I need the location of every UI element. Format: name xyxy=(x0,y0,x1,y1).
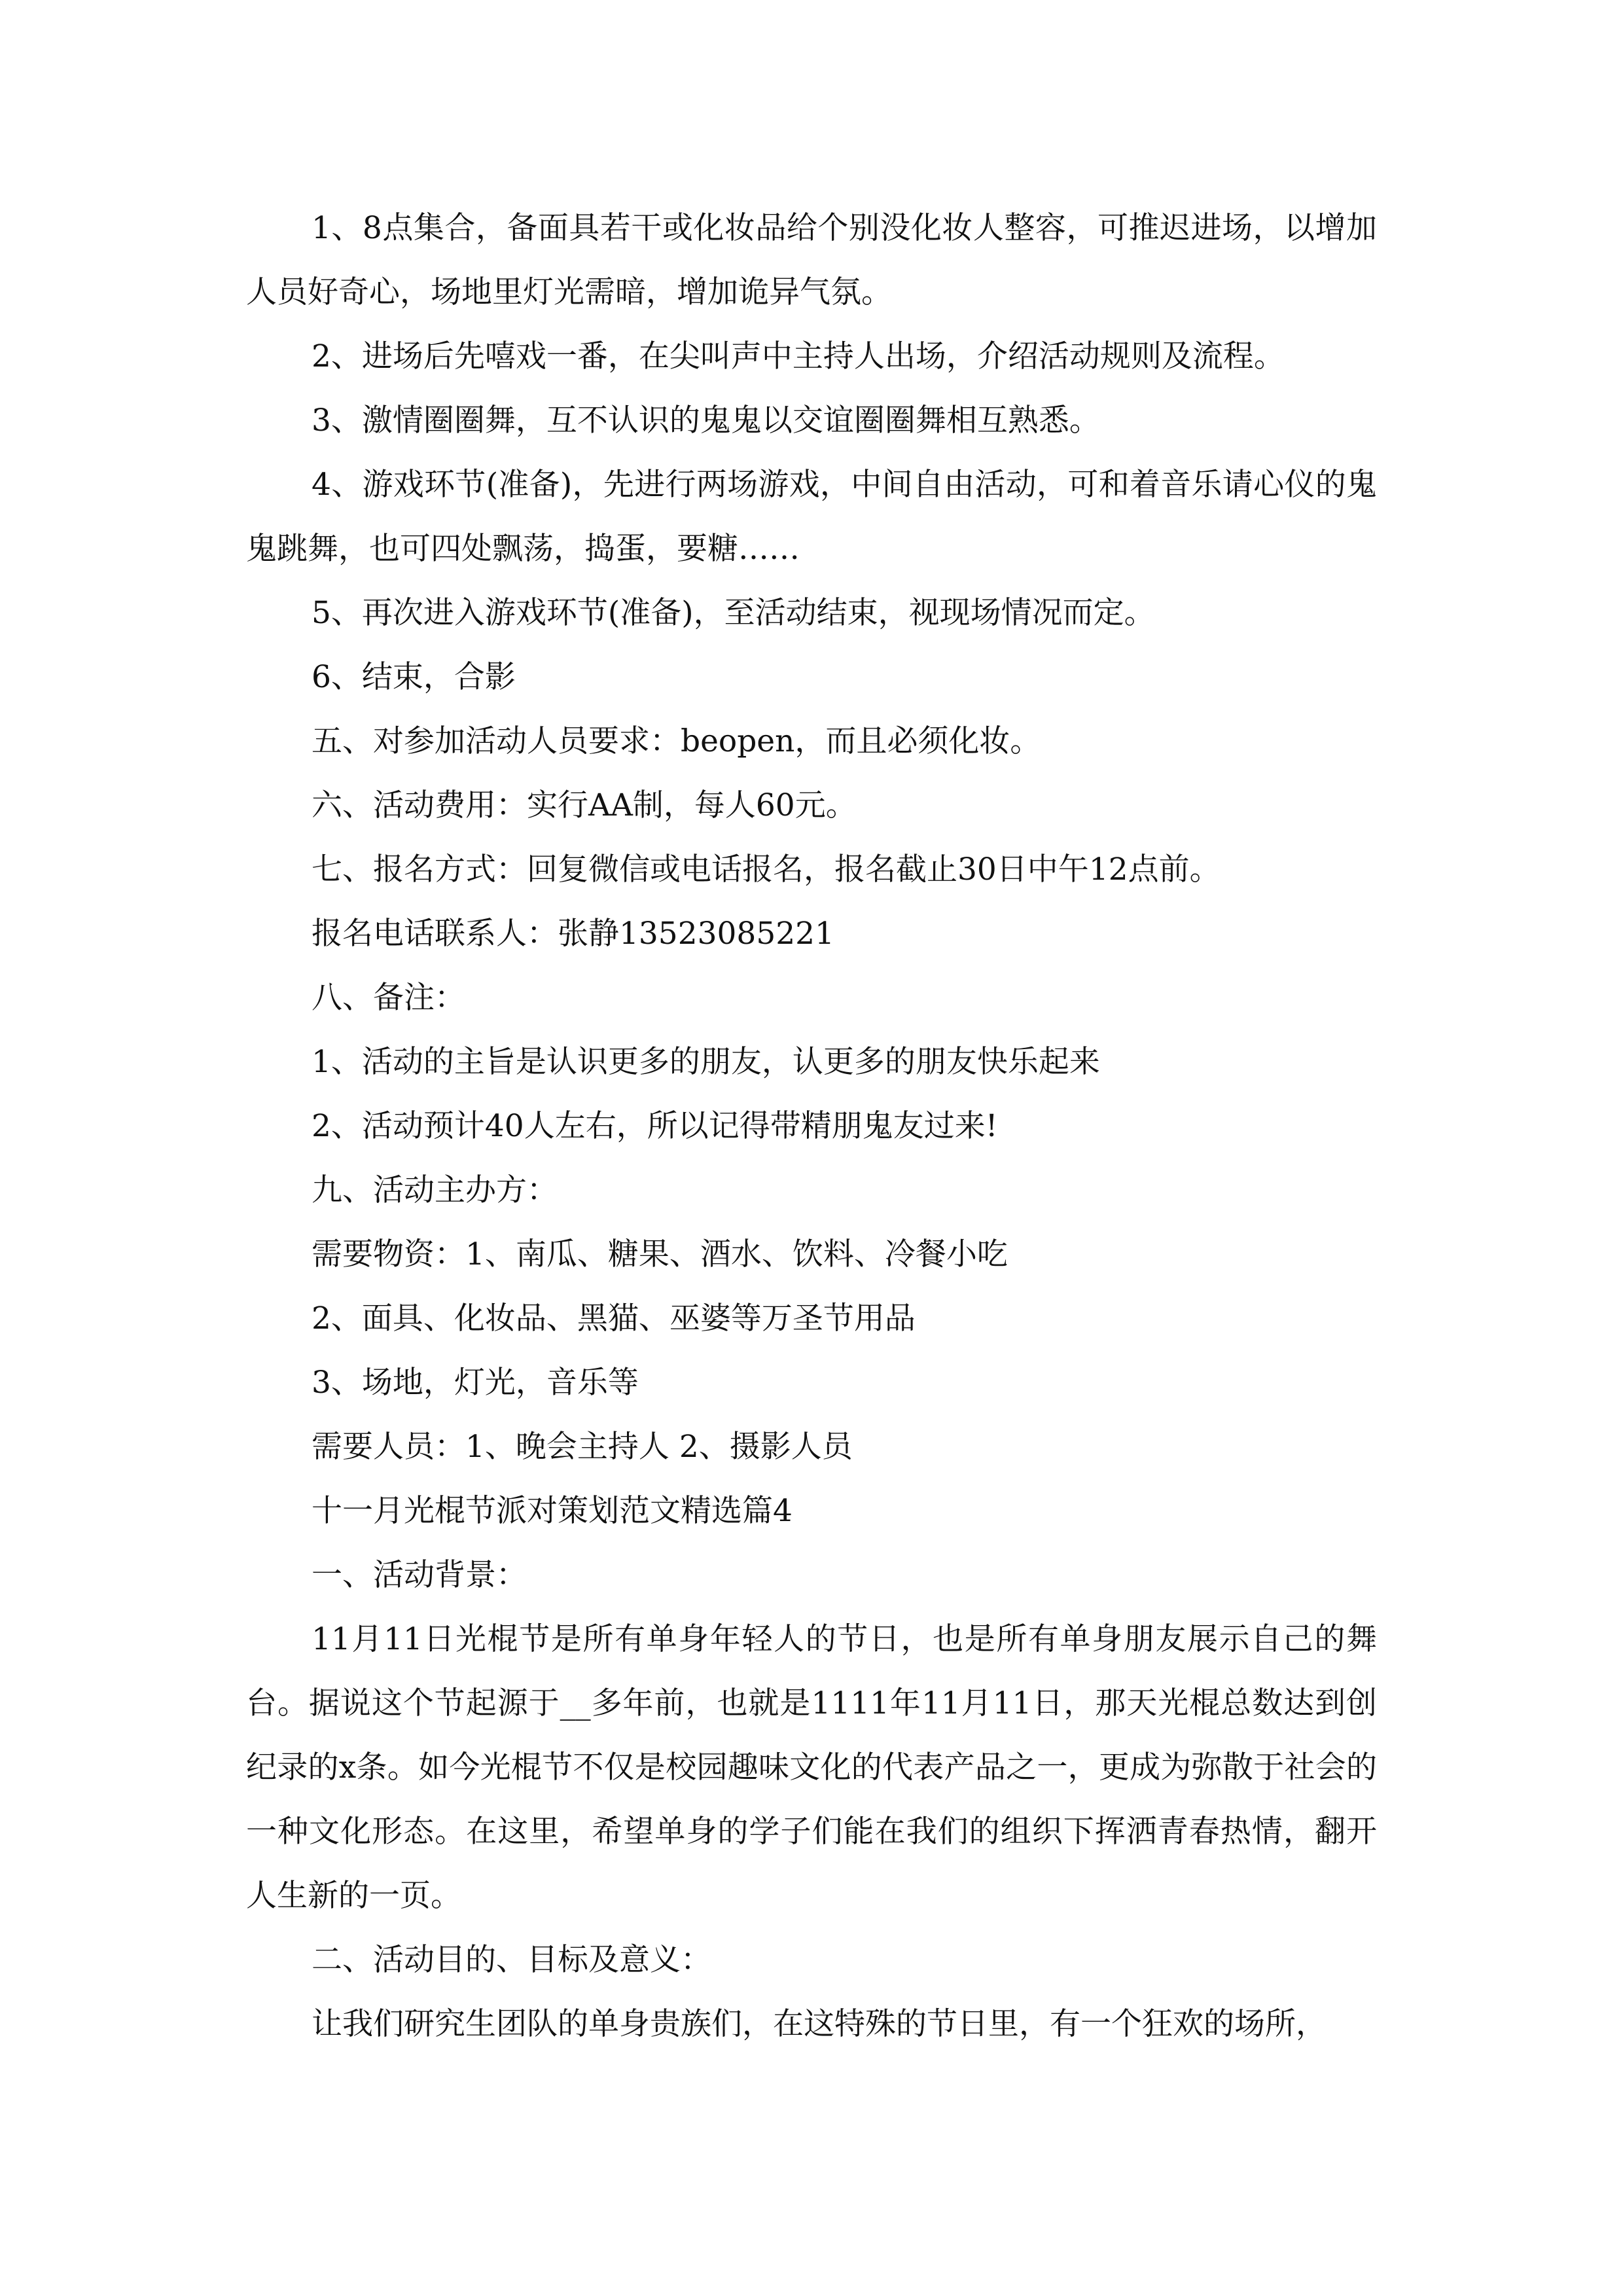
paragraph: 3、场地，灯光，音乐等 xyxy=(312,1365,639,1401)
paragraph: 1、8点集合，备面具若干或化妆品给个别没化妆人整容，可推迟进场，以增加人员好奇心，场地里灯光需暗，增加诡异气氛。 xyxy=(246,210,1377,310)
paragraph: 2、活动预计40人左右，所以记得带精朋鬼友过来! xyxy=(312,1108,998,1144)
paragraph: 二、活动目的、目标及意义： xyxy=(312,1942,711,1978)
paragraph: 报名电话联系人：张静13523085221 xyxy=(312,916,834,952)
paragraph: 六、活动费用：实行AA制，每人60元。 xyxy=(312,787,857,823)
paragraph: 4、游戏环节(准备)，先进行两场游戏，中间自由活动，可和着音乐请心仪的鬼鬼跳舞，也可四处飘荡，捣蛋，要糖…… xyxy=(246,467,1377,567)
paragraph: 11月11日光棍节是所有单身年轻人的节日，也是所有单身朋友展示自己的舞台。据说这个节起源于__多年前，也就是1111年11月11日，那天光棍总数达到创纪录的x条。如今光棍节不仅是校园趣味文化的代表产品之一，更成为弥散于社会的一种文化形态。在这里，希望单身的学子们能在我们的组织下挥洒青春热情，翻开人生新的一页。 xyxy=(246,1621,1377,1914)
paragraph: 5、再次进入游戏环节(准备)，至活动结束，视现场情况而定。 xyxy=(312,595,1155,631)
paragraph: 3、激情圈圈舞，互不认识的鬼鬼以交谊圈圈舞相互熟悉。 xyxy=(312,403,1100,439)
paragraph: 七、报名方式：回复微信或电话报名，报名截止30日中午12点前。 xyxy=(312,852,1221,888)
document-body xyxy=(246,196,1377,2056)
paragraph: 一、活动背景： xyxy=(312,1557,527,1593)
paragraph: 五、对参加活动人员要求：beopen，而且必须化妆。 xyxy=(312,723,1041,759)
paragraph: 2、进场后先嘻戏一番，在尖叫声中主持人出场，介绍活动规则及流程。 xyxy=(312,338,1285,374)
paragraph: 需要物资：1、南瓜、糖果、酒水、饮料、冷餐小吃 xyxy=(312,1236,1008,1272)
paragraph: 十一月光棍节派对策划范文精选篇4 xyxy=(312,1493,793,1529)
paragraph: 需要人员：1、晚会主持人 2、摄影人员 xyxy=(312,1429,853,1465)
paragraph: 让我们研究生团队的单身贵族们，在这特殊的节日里，有一个狂欢的场所， xyxy=(312,2006,1327,2042)
paragraph: 2、面具、化妆品、黑猫、巫婆等万圣节用品 xyxy=(312,1300,916,1336)
paragraph: 1、活动的主旨是认识更多的朋友，认更多的朋友快乐起来 xyxy=(312,1044,1100,1080)
paragraph: 九、活动主办方： xyxy=(312,1172,558,1208)
paragraph: 八、备注： xyxy=(312,980,465,1016)
paragraph: 6、结束，合影 xyxy=(312,659,516,695)
